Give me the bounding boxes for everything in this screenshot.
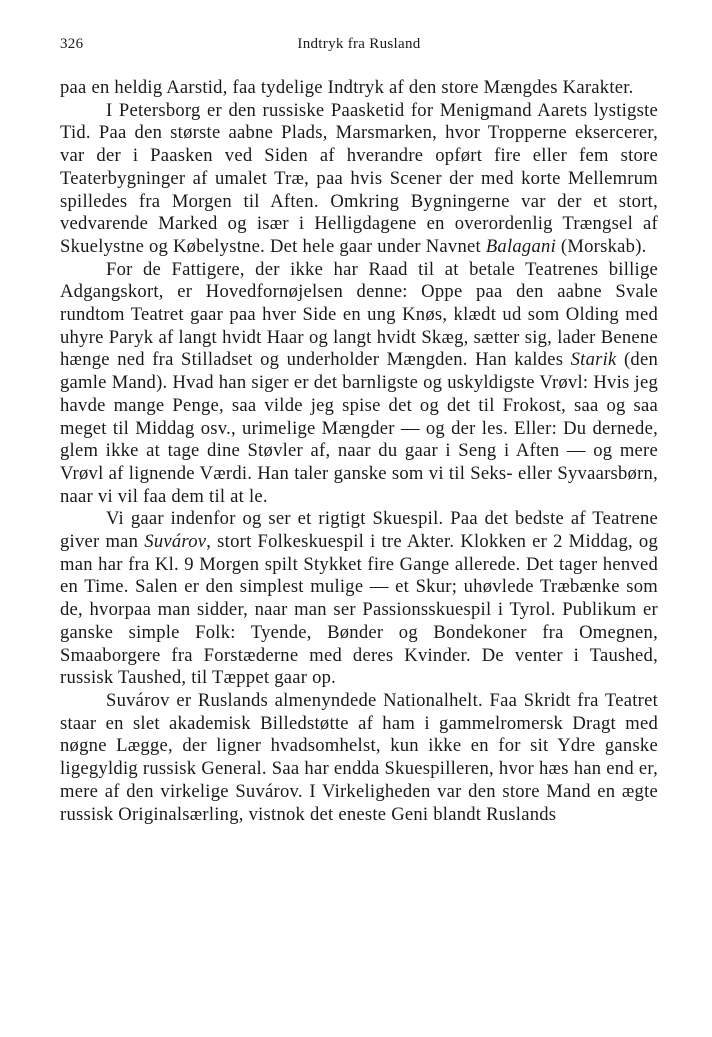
italic-term-balagani: Balagani: [485, 235, 556, 257]
running-title: Indtryk fra Rusland: [297, 36, 421, 52]
paragraph-text: Vi gaar indenfor og ser et rigtigt Skuespil. Paa det bedste af Teatrene giver man: [60, 508, 658, 553]
paragraph-4: [60, 508, 658, 690]
paragraph-text: I Petersborg er den russiske Paasketid for Menigmand Aarets lystigste Tid. Paa den største aabne Plads, Marsmarken, hvor Tropperne eksercerer, var der i Paasken ved Siden af hverandre opført fire eller fem store Teaterbygninger af umalet Træ, paa hvis Scener der med korte Mellemrum spilledes fra Morgen til Aften. Omkring Bygningerne var der et stort, vedvarende Marked og især i Helligdagene en overordenlig Trængsel af Skuelystne og Købelystne. Det hele gaar under Navnet: [60, 99, 658, 257]
paragraph-3: [60, 259, 658, 509]
page-number: 326: [60, 36, 84, 52]
paragraph-text: Suvárov er Ruslands almenyndede Nationalhelt. Faa Skridt fra Teatret staar en slet akademisk Billedstøtte af ham i gammelromersk Dragt med nøgne Lægge, der ligner hvadsomhelst, kun ikke en for sit Ydre ganske ligegyldig russisk General. Saa har endda Skuespilleren, hvor hæs han end er, mere af den virkelige Suvárov. I Virkeligheden var den store Mand en ægte russisk Originalsærling, vistnok det eneste Geni blandt Ruslands: [60, 689, 658, 825]
book-page: [60, 36, 658, 826]
paragraph-text: (den gamle Mand). Hvad han siger er det barnligste og uskyldigste Vrøvl: Hvis jeg havde mange Penge, saa vilde jeg spise det og det til Frokost, saa og saa meget til Middag osv., urimelige Mængder — og der les. Eller: Du dernede, glem ikke at tage dine Støvler af, naar du gaar i Seng i Aften — og mere Vrøvl af lignende Værdi. Han taler ganske som vi til Seks- eller Syvaarsbørn, naar vi vil faa dem til at le.: [60, 349, 658, 507]
paragraph-5: [60, 690, 658, 826]
paragraph-2: [60, 100, 658, 259]
italic-term-suvarov: Suvárov: [144, 531, 207, 553]
running-head: [60, 36, 658, 58]
italic-term-starik: Starik: [570, 349, 617, 371]
body-text: [60, 77, 658, 826]
paragraph-text: For de Fattigere, der ikke har Raad til at betale Teatrenes billige Adgangskort, er Hovedfornøjelsen denne: Oppe paa den aabne Svale rundtom Teatret gaar paa hver Side en ung Knøs, klædt ud som Olding med uhyre Paryk af langt hvidt Haar og langt hvidt Skæg, sætter sig, lader Benene hænge ned fra Stilladset og underholder Mængden. Han kaldes: [60, 258, 658, 371]
paragraph-1: [60, 77, 658, 100]
paragraph-text: paa en heldig Aarstid, faa tydelige Indtryk af den store Mængdes Karakter.: [60, 77, 634, 98]
paragraph-text: (Morskab).: [556, 235, 647, 257]
paragraph-text: , stort Folkeskuespil i tre Akter. Klokken er 2 Middag, og man har fra Kl. 9 Morgen spilt Stykket fire Gange allerede. Det tager henved en Time. Salen er den simplest mulige — et Skur; uhøvlede Træbænke som de, hvorpaa man sidder, naar man ser Passionsskuespil i Tyrol. Publikum er ganske simple Folk: Tyende, Bønder og Bondekoner fra Omegnen, Smaaborgere fra Forstæderne med deres Kvinder. De venter i Taushed, russisk Taushed, til Tæppet gaar op.: [60, 531, 659, 689]
